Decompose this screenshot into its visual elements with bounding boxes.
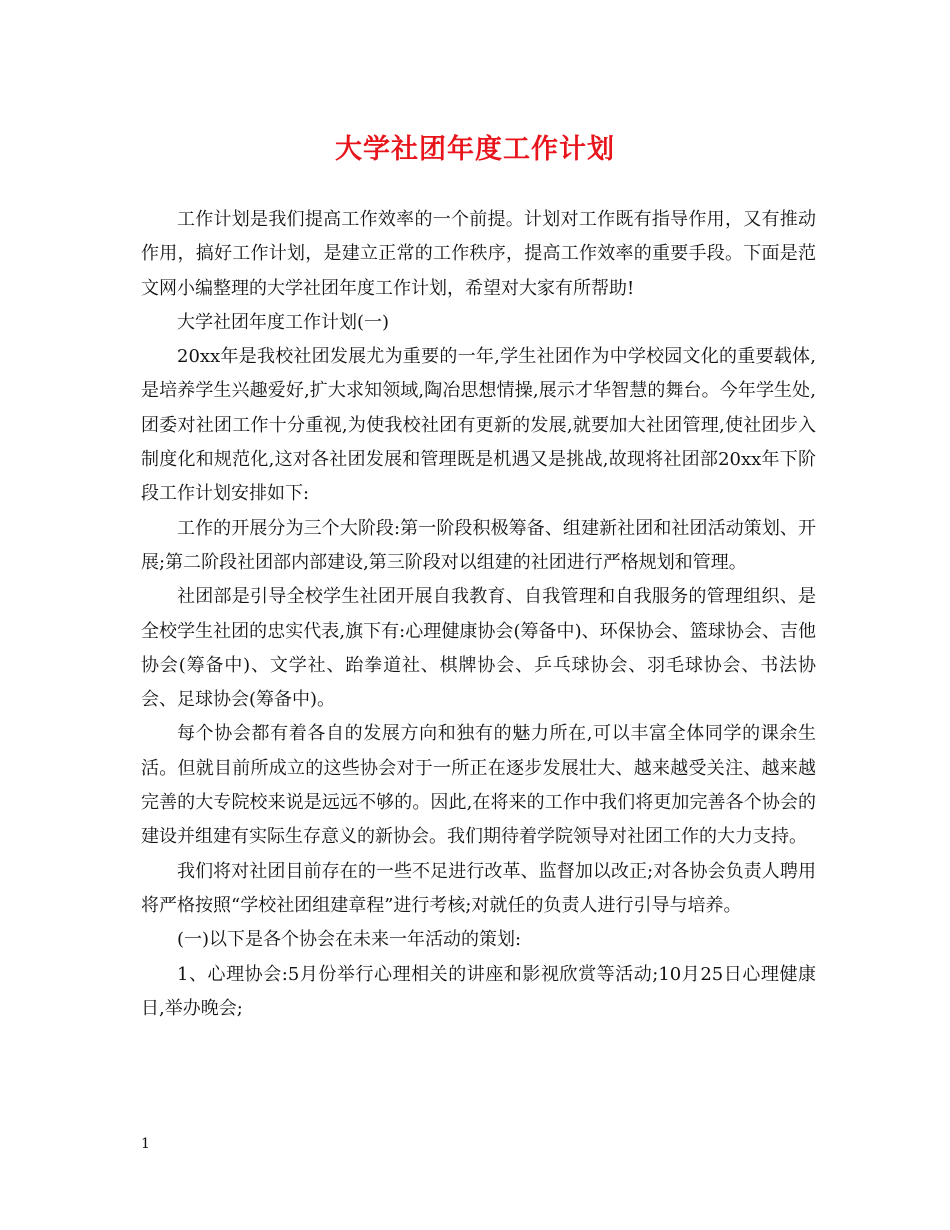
body-paragraph: 工作的开展分为三个大阶段:第一阶段积极筹备、组建新社团和社团活动策划、开展;第二阶段社团部内部建设,第三阶段对以组建的社团进行严格规划和管理。 xyxy=(141,517,816,573)
subsection-heading: (一)以下是各个协会在未来一年活动的策划: xyxy=(177,929,522,951)
document-title: 大学社团年度工作计划 xyxy=(335,134,615,165)
section-heading: 大学社团年度工作计划(一) xyxy=(177,311,390,333)
document-body xyxy=(141,203,816,1026)
body-paragraph: 20xx年是我校社团发展尤为重要的一年,学生社团作为中学校园文化的重要载体,是培养学生兴趣爱好,扩大求知领域,陶冶思想情操,展示才华智慧的舞台。今年学生处,团委对社团工作十分重视,为使我校社团有更新的发展,就要加大社团管理,使社团步入制度化和规范化,这对各社团发展和管理既是机遇又是挑战,故现将社团部20xx年下阶段工作计划安排如下: xyxy=(141,346,816,505)
body-paragraph: 社团部是引导全校学生社团开展自我教育、自我管理和自我服务的管理组织、是全校学生社团的忠实代表,旗下有:心理健康协会(筹备中)、环保协会、篮球协会、吉他协会(筹备中)、文学社、跆拳道社、棋牌协会、乒乓球协会、羽毛球协会、书法协会、足球协会(筹备中)。 xyxy=(141,586,816,711)
body-paragraph: 我们将对社团目前存在的一些不足进行改革、监督加以改正;对各协会负责人聘用将严格按照“学校社团组建章程”进行考核;对就任的负责人进行引导与培养。 xyxy=(141,860,816,916)
intro-paragraph: 工作计划是我们提高工作效率的一个前提。计划对工作既有指导作用，又有推动作用，搞好工作计划，是建立正常的工作秩序，提高工作效率的重要手段。下面是范文网小编整理的大学社团年度工作计划，希望对大家有所帮助! xyxy=(141,209,816,299)
body-paragraph: 每个协会都有着各自的发展方向和独有的魅力所在,可以丰富全体同学的课余生活。但就目前所成立的这些协会对于一所正在逐步发展壮大、越来越受关注、越来越完善的大专院校来说是远远不够的。因此,在将来的工作中我们将更加完善各个协会的建设并组建有实际生存意义的新协会。我们期待着学院领导对社团工作的大力支持。 xyxy=(141,723,816,848)
page-number: 1 xyxy=(141,1136,150,1152)
list-item: 1、心理协会:5月份举行心理相关的讲座和影视欣赏等活动;10月25日心理健康日,举办晚会; xyxy=(141,963,816,1019)
